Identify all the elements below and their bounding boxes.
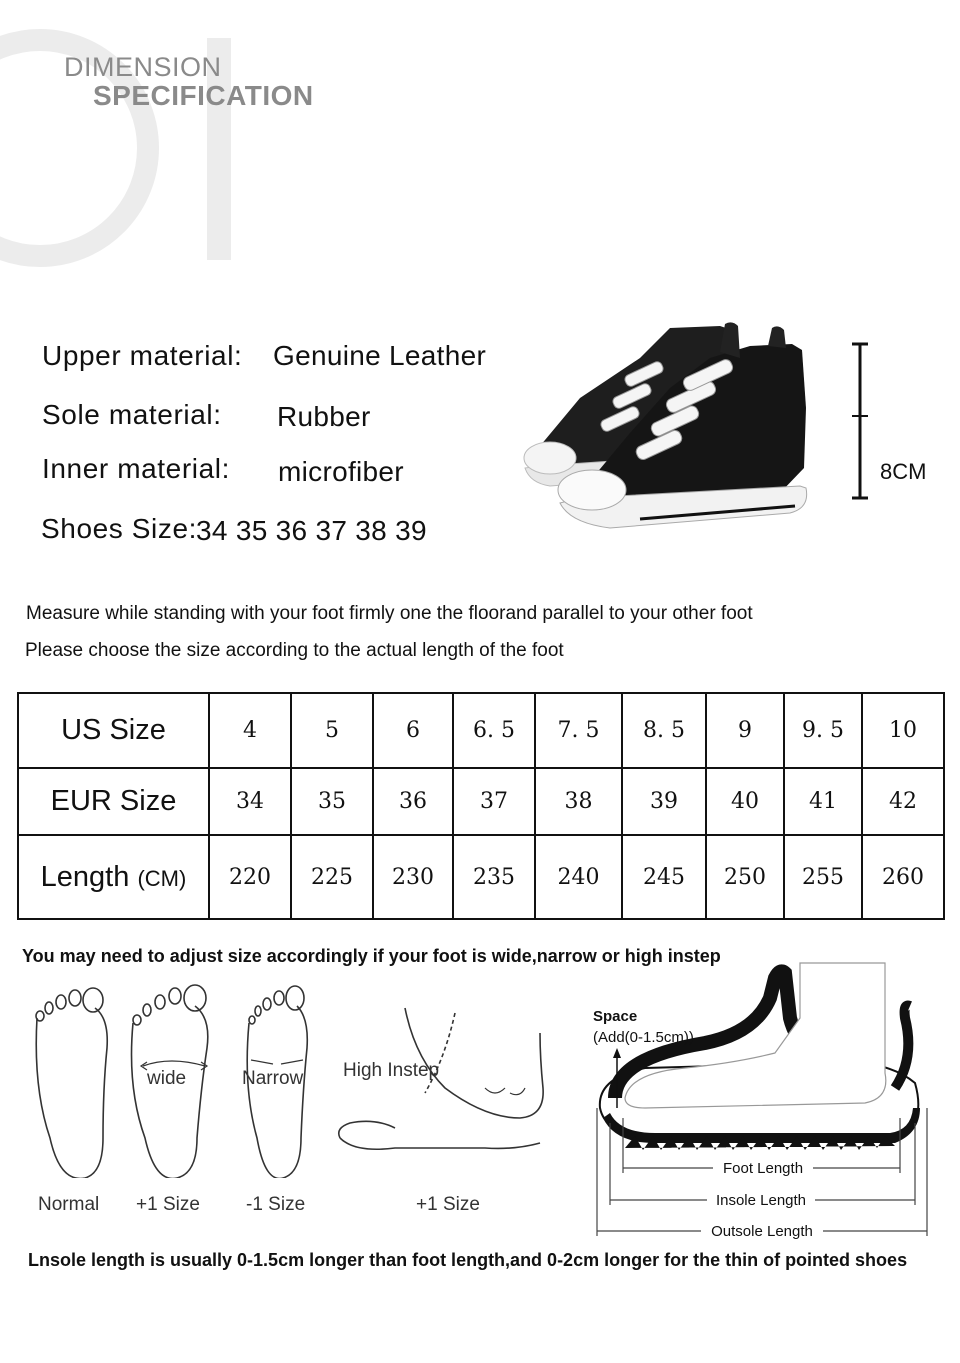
foot-length-label: Foot Length: [722, 1160, 804, 1177]
table-cell: 5: [291, 693, 373, 768]
heel-height-label: 8CM: [880, 459, 927, 484]
row-header-us: US Size: [18, 693, 209, 768]
table-cell: 4: [209, 693, 291, 768]
outsole-length-label: Outsole Length: [711, 1223, 813, 1240]
table-cell: 9. 5: [784, 693, 862, 768]
measure-note: Measure while standing with your foot firmly one the floorand parallel to your other foot: [26, 603, 753, 624]
table-cell: 41: [784, 768, 862, 835]
choose-size-note: Please choose the size according to the actual length of the foot: [25, 640, 564, 661]
table-cell: 39: [622, 768, 706, 835]
table-cell: 35: [291, 768, 373, 835]
table-cell: 40: [706, 768, 784, 835]
shoe-length-diagram: [585, 958, 945, 1248]
spec-label-upper: Upper material:: [42, 340, 243, 371]
spec-value-upper: Genuine Leather: [273, 340, 487, 371]
wide-label: wide: [147, 1068, 187, 1089]
table-cell: 235: [453, 835, 535, 919]
table-cell: 255: [784, 835, 862, 919]
spec-value-size: 34 35 36 37 38 39: [196, 515, 427, 546]
space-label: Space: [593, 1008, 638, 1025]
table-cell: 250: [706, 835, 784, 919]
header-specification: SPECIFICATION: [93, 80, 314, 111]
table-cell: 245: [622, 835, 706, 919]
spec-value-sole: Rubber: [277, 401, 371, 432]
spec-label-size: Shoes Size:: [41, 513, 198, 544]
sneaker-image: [520, 318, 820, 558]
table-cell: 6. 5: [453, 693, 535, 768]
length-unit: (CM): [137, 865, 187, 891]
heel-height-marker: [848, 340, 872, 504]
table-row-eur: [18, 768, 944, 835]
length-label: Length: [40, 860, 130, 893]
insole-length-label: Insole Length: [715, 1192, 807, 1209]
fit-heading: You may need to adjust size accordingly if your foot is wide,narrow or high instep: [22, 946, 721, 966]
row-header-length: [18, 835, 209, 919]
normal-foot-icon: [36, 988, 107, 1178]
high-instep-label: High Instep: [343, 1060, 440, 1081]
table-row-us: [18, 693, 944, 768]
table-cell: 37: [453, 768, 535, 835]
table-row-length: [18, 835, 944, 919]
high-instep-caption: +1 Size: [416, 1194, 480, 1215]
spec-label-inner: Inner material:: [42, 453, 230, 484]
row-header-eur: EUR Size: [18, 768, 209, 835]
normal-caption: Normal: [38, 1194, 100, 1215]
table-cell: 220: [209, 835, 291, 919]
table-cell: 9: [706, 693, 784, 768]
insole-footer-note: Lnsole length is usually 0-1.5cm longer than foot length,and 0-2cm longer for the thin of pointed shoes: [28, 1250, 908, 1270]
table-cell: 260: [862, 835, 944, 919]
spec-value-inner: microfiber: [278, 456, 404, 487]
spec-label-sole: Sole material:: [42, 399, 222, 430]
table-cell: 36: [373, 768, 453, 835]
table-cell: 8. 5: [622, 693, 706, 768]
table-cell: 34: [209, 768, 291, 835]
narrow-caption: -1 Size: [246, 1194, 306, 1215]
table-cell: 42: [862, 768, 944, 835]
header-dimension: DIMENSION: [64, 52, 222, 82]
table-cell: 230: [373, 835, 453, 919]
size-chart-table: [17, 692, 945, 920]
table-cell: 6: [373, 693, 453, 768]
table-cell: 10: [862, 693, 944, 768]
table-cell: 225: [291, 835, 373, 919]
table-cell: 240: [535, 835, 622, 919]
table-cell: 38: [535, 768, 622, 835]
narrow-label: Narrow: [242, 1068, 304, 1089]
wide-caption: +1 Size: [136, 1194, 200, 1215]
space-sub-label: (Add(0-1.5cm)): [593, 1029, 694, 1046]
table-cell: 7. 5: [535, 693, 622, 768]
